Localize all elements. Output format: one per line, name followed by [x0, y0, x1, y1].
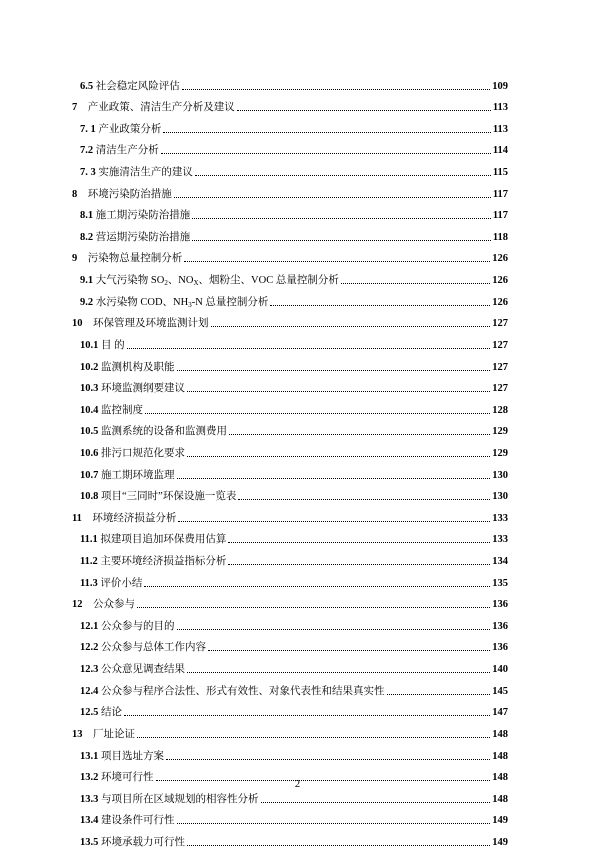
toc-section-title: 目 的	[101, 339, 125, 351]
toc-page-number: 117	[492, 210, 508, 222]
toc-entry-label	[80, 837, 185, 849]
toc-section-number: 10.4	[80, 404, 99, 416]
dot-leader	[187, 391, 490, 392]
toc-entry-label	[80, 383, 185, 395]
toc-page-number: 117	[492, 188, 508, 200]
toc-entry-label	[80, 448, 185, 460]
toc-section-title: 主要环境经济损益指标分析	[100, 556, 227, 568]
dot-leader	[208, 650, 490, 651]
toc-section-number: 10	[72, 318, 83, 330]
toc-entry[interactable]	[66, 417, 508, 439]
toc-section-title: 公众意见调查结果	[101, 664, 185, 676]
toc-entry-label	[80, 210, 190, 222]
toc-section-title: 公众参与总体工作内容	[101, 642, 206, 654]
toc-section-title: 营运期污染防治措施	[95, 231, 191, 243]
toc-page-number: 136	[492, 642, 508, 654]
toc-section-number: 13.4	[80, 815, 99, 827]
toc-page-number: 130	[492, 469, 508, 481]
toc-section-title: 产业政策、清洁生产分析及建议	[87, 102, 235, 114]
toc-section-title: 公众参与程序合法性、形式有效性、对象代表性和结果真实性	[101, 685, 385, 697]
toc-entry-label	[80, 426, 227, 438]
toc-entry[interactable]	[66, 806, 508, 828]
toc-section-number: 12.3	[80, 664, 99, 676]
toc-entry-label	[80, 297, 268, 309]
toc-entry[interactable]	[66, 438, 508, 460]
toc-entry-label	[80, 81, 180, 93]
toc-entry[interactable]	[66, 201, 508, 223]
dot-leader	[124, 715, 490, 716]
toc-section-title: 环境承载力可行性	[101, 836, 185, 848]
toc-page-number: 128	[492, 404, 508, 416]
toc-entry[interactable]	[66, 568, 508, 590]
toc-section-number: 10.5	[80, 426, 99, 438]
toc-entry-label	[80, 340, 125, 352]
toc-entry-label	[80, 275, 339, 287]
toc-section-title: 与项目所在区域规划的相容性分析	[101, 793, 259, 805]
toc-entry[interactable]	[66, 93, 508, 115]
toc-entry[interactable]	[66, 395, 508, 417]
toc-section-number: 12.5	[80, 707, 99, 719]
toc-section-title: 环境监测纲要建议	[101, 383, 185, 395]
dot-leader	[163, 132, 490, 133]
toc-section-title: 监测系统的设备和监测费用	[101, 426, 227, 438]
toc-entry-label	[80, 815, 175, 827]
toc-entry[interactable]	[66, 374, 508, 396]
toc-page-number: 114	[492, 145, 508, 157]
dot-leader	[192, 218, 491, 219]
toc-entry[interactable]	[66, 525, 508, 547]
toc-section-number: 10.1	[80, 339, 99, 351]
dot-leader	[238, 499, 490, 500]
toc-page-number: 126	[492, 296, 508, 308]
toc-page-number: 127	[492, 339, 508, 351]
dot-leader	[187, 672, 490, 673]
toc-section-number: 12.1	[80, 620, 99, 632]
toc-page-number: 115	[492, 167, 508, 179]
toc-section-number: 8.1	[80, 210, 94, 222]
toc-entry-label	[80, 232, 190, 244]
toc-entry-label	[80, 621, 175, 633]
toc-entry-label	[80, 534, 226, 546]
dot-leader	[187, 845, 490, 846]
toc-entry[interactable]	[66, 179, 508, 201]
toc-page-number: 136	[492, 620, 508, 632]
dot-leader	[137, 737, 490, 738]
dot-leader	[195, 175, 491, 176]
toc-entry[interactable]	[66, 330, 508, 352]
toc-section-title: 项目“三同时”环保设施一览表	[101, 491, 237, 503]
toc-section-title	[96, 275, 339, 286]
toc-page-number: 130	[492, 491, 508, 503]
toc-section-number: 7.2	[80, 145, 94, 157]
title-segment: 水污染物 COD、NH	[95, 296, 189, 308]
toc-section-number: 10.3	[80, 383, 99, 395]
toc-section-number: 7. 3	[80, 167, 96, 179]
dot-leader	[341, 283, 490, 284]
toc-section-title: 产业政策分析	[98, 123, 162, 135]
toc-section-title: 环保管理及环境监测计划	[93, 318, 209, 330]
toc-section-title: 环境污染防治措施	[87, 188, 172, 200]
toc-entry-label	[72, 729, 135, 741]
toc-page-number: 126	[492, 253, 508, 265]
toc-entry-label	[80, 664, 185, 676]
toc-page-number: 126	[492, 275, 508, 287]
toc-entry-label	[80, 145, 159, 157]
toc-entry-label	[72, 189, 172, 201]
toc-entry-label	[80, 470, 175, 482]
toc-section-number: 8	[72, 188, 78, 200]
toc-entry[interactable]	[66, 460, 508, 482]
toc-page-number: 134	[492, 556, 508, 568]
toc-section-title: 评价小结	[100, 577, 143, 589]
title-segment: -N 总量控制分析	[191, 296, 269, 308]
toc-entry[interactable]	[66, 590, 508, 612]
dot-leader	[177, 823, 491, 824]
toc-page-number: 148	[492, 772, 508, 784]
toc-page-number: 129	[492, 447, 508, 459]
toc-entry[interactable]	[66, 676, 508, 698]
toc-page-number: 127	[492, 361, 508, 373]
toc-section-number: 9.2	[80, 296, 94, 308]
dot-leader	[177, 478, 491, 479]
title-segment: 、烟粉尘、VOC 总量控制分析	[198, 275, 339, 287]
dot-leader	[261, 802, 491, 803]
toc-section-number: 13.5	[80, 836, 99, 848]
toc-section-number: 11.1	[80, 534, 98, 546]
toc-entry[interactable]	[66, 482, 508, 504]
toc-entry-label	[80, 556, 226, 568]
toc-page-number: 148	[492, 750, 508, 762]
toc-entry[interactable]	[66, 222, 508, 244]
title-segment: 、NO	[167, 275, 194, 287]
toc-section-number: 11.2	[80, 556, 98, 568]
toc-section-number: 10.8	[80, 491, 99, 503]
toc-section-number: 10.2	[80, 361, 99, 373]
dot-leader	[177, 629, 491, 630]
toc-page-number: 148	[492, 793, 508, 805]
toc-entry-label	[72, 253, 182, 265]
title-segment: 大气污染物 SO	[95, 275, 165, 287]
toc-page-number: 127	[492, 383, 508, 395]
dot-leader	[237, 110, 491, 111]
toc-entry[interactable]	[66, 719, 508, 741]
toc-section-title: 监控制度	[101, 404, 143, 416]
dot-leader	[182, 89, 491, 90]
toc-entry[interactable]	[66, 265, 508, 287]
toc-entry-label	[72, 599, 135, 611]
toc-page-number: 147	[492, 707, 508, 719]
dot-leader	[184, 261, 490, 262]
toc-entry[interactable]	[66, 136, 508, 158]
toc-section-number: 7	[72, 102, 78, 114]
toc-page-number: 133	[492, 534, 508, 546]
toc-entry[interactable]	[66, 546, 508, 568]
toc-page-number: 109	[492, 80, 508, 92]
toc-entry[interactable]	[66, 611, 508, 633]
toc-section-number: 13	[72, 728, 83, 740]
dot-leader	[177, 370, 491, 371]
toc-entry[interactable]	[66, 633, 508, 655]
toc-section-number: 13.1	[80, 750, 99, 762]
toc-entry[interactable]	[66, 287, 508, 309]
toc-page-number: 136	[492, 599, 508, 611]
toc-entry[interactable]	[66, 503, 508, 525]
toc-section-title: 项目选址方案	[101, 750, 164, 762]
toc-section-title: 施工期环境监理	[101, 469, 175, 481]
toc-section-number: 11.3	[80, 577, 98, 589]
toc-section-number: 13.2	[80, 772, 99, 784]
subscript: 3	[188, 300, 192, 309]
dot-leader	[127, 348, 491, 349]
toc-section-number: 12.2	[80, 642, 99, 654]
toc-section-number: 7. 1	[80, 123, 96, 135]
dot-leader	[192, 240, 491, 241]
toc-section-title: 实施清洁生产的建议	[98, 167, 193, 179]
toc-entry[interactable]	[66, 352, 508, 374]
toc-page-number: 113	[492, 123, 508, 135]
subscript: 2	[164, 279, 168, 288]
toc-section-title: 排污口规范化要求	[101, 447, 185, 459]
toc-entry-label	[72, 513, 176, 525]
toc-section-title: 监测机构及职能	[101, 361, 175, 373]
toc-entry-label	[80, 642, 206, 654]
toc-entry[interactable]	[66, 114, 508, 136]
toc-entry-label	[80, 124, 161, 136]
dot-leader	[178, 521, 490, 522]
toc-entry[interactable]	[66, 698, 508, 720]
toc-page-number: 118	[492, 231, 508, 243]
toc-section-number: 13.3	[80, 793, 99, 805]
toc-entry-label	[80, 405, 143, 417]
toc-entry[interactable]	[66, 157, 508, 179]
toc-page-number: 113	[492, 102, 508, 114]
toc-page-number: 129	[492, 426, 508, 438]
toc-section-title: 拟建项目追加环保费用估算	[100, 534, 227, 546]
toc-entry-label	[72, 318, 209, 330]
toc-section-number: 8.2	[80, 231, 94, 243]
toc-section-title: 环境可行性	[101, 772, 154, 784]
toc-section-title: 建设条件可行性	[101, 815, 175, 827]
toc-section-title: 公众参与的目的	[101, 620, 175, 632]
toc-page-number: 133	[492, 512, 508, 524]
toc-entry[interactable]	[66, 71, 508, 93]
toc-section-number: 12.4	[80, 685, 99, 697]
toc-section-title: 厂址论证	[93, 728, 135, 740]
toc-section-number: 10.6	[80, 447, 99, 459]
toc-entry-label	[80, 362, 175, 374]
toc-entry-label	[80, 707, 122, 719]
toc-entry-label	[80, 491, 236, 503]
dot-leader	[228, 542, 490, 543]
toc-section-title	[96, 297, 269, 308]
dot-leader	[211, 326, 491, 327]
page-number: 2	[294, 779, 301, 790]
dot-leader	[145, 413, 490, 414]
toc-section-title: 环境经济损益分析	[92, 512, 177, 524]
dot-leader	[387, 694, 491, 695]
toc-section-number: 9	[72, 253, 78, 265]
toc-entry-label	[80, 794, 259, 806]
toc-entry[interactable]	[66, 827, 508, 849]
toc-page-number: 140	[492, 664, 508, 676]
toc-section-title: 污染物总量控制分析	[87, 253, 183, 265]
toc-section-number: 12	[72, 599, 83, 611]
toc-section-title: 结论	[101, 707, 122, 719]
toc-entry-label	[72, 102, 235, 114]
dot-leader	[137, 607, 490, 608]
toc-entry-label	[80, 578, 142, 590]
toc-entry[interactable]	[66, 309, 508, 331]
toc-page-number: 149	[492, 815, 508, 827]
toc-section-title: 清洁生产分析	[95, 145, 159, 157]
dot-leader	[228, 564, 490, 565]
dot-leader	[161, 153, 491, 154]
toc-section-title: 施工期污染防治措施	[95, 210, 191, 222]
toc-section-title: 公众参与	[93, 599, 135, 611]
dot-leader	[187, 456, 490, 457]
toc-section-title: 社会稳定风险评估	[95, 80, 180, 92]
dot-leader	[229, 434, 490, 435]
toc-page-number: 127	[492, 318, 508, 330]
toc-page-number: 145	[492, 685, 508, 697]
dot-leader	[270, 305, 490, 306]
toc-page-number: 148	[492, 728, 508, 740]
subscript: X	[193, 279, 199, 288]
toc-entry-label	[80, 686, 385, 698]
toc-page-number: 149	[492, 836, 508, 848]
dot-leader	[144, 586, 490, 587]
toc-page-number: 135	[492, 577, 508, 589]
toc-section-number: 10.7	[80, 469, 99, 481]
toc-section-number: 9.1	[80, 275, 94, 287]
toc-entry[interactable]	[66, 654, 508, 676]
toc-section-number: 6.5	[80, 80, 94, 92]
toc-entry-label	[80, 167, 193, 179]
toc-entry-label	[80, 751, 164, 763]
dot-leader	[166, 759, 490, 760]
table-of-contents	[66, 71, 508, 849]
toc-entry[interactable]	[66, 244, 508, 266]
toc-section-number: 11	[72, 512, 82, 524]
dot-leader	[174, 197, 491, 198]
toc-entry[interactable]	[66, 741, 508, 763]
